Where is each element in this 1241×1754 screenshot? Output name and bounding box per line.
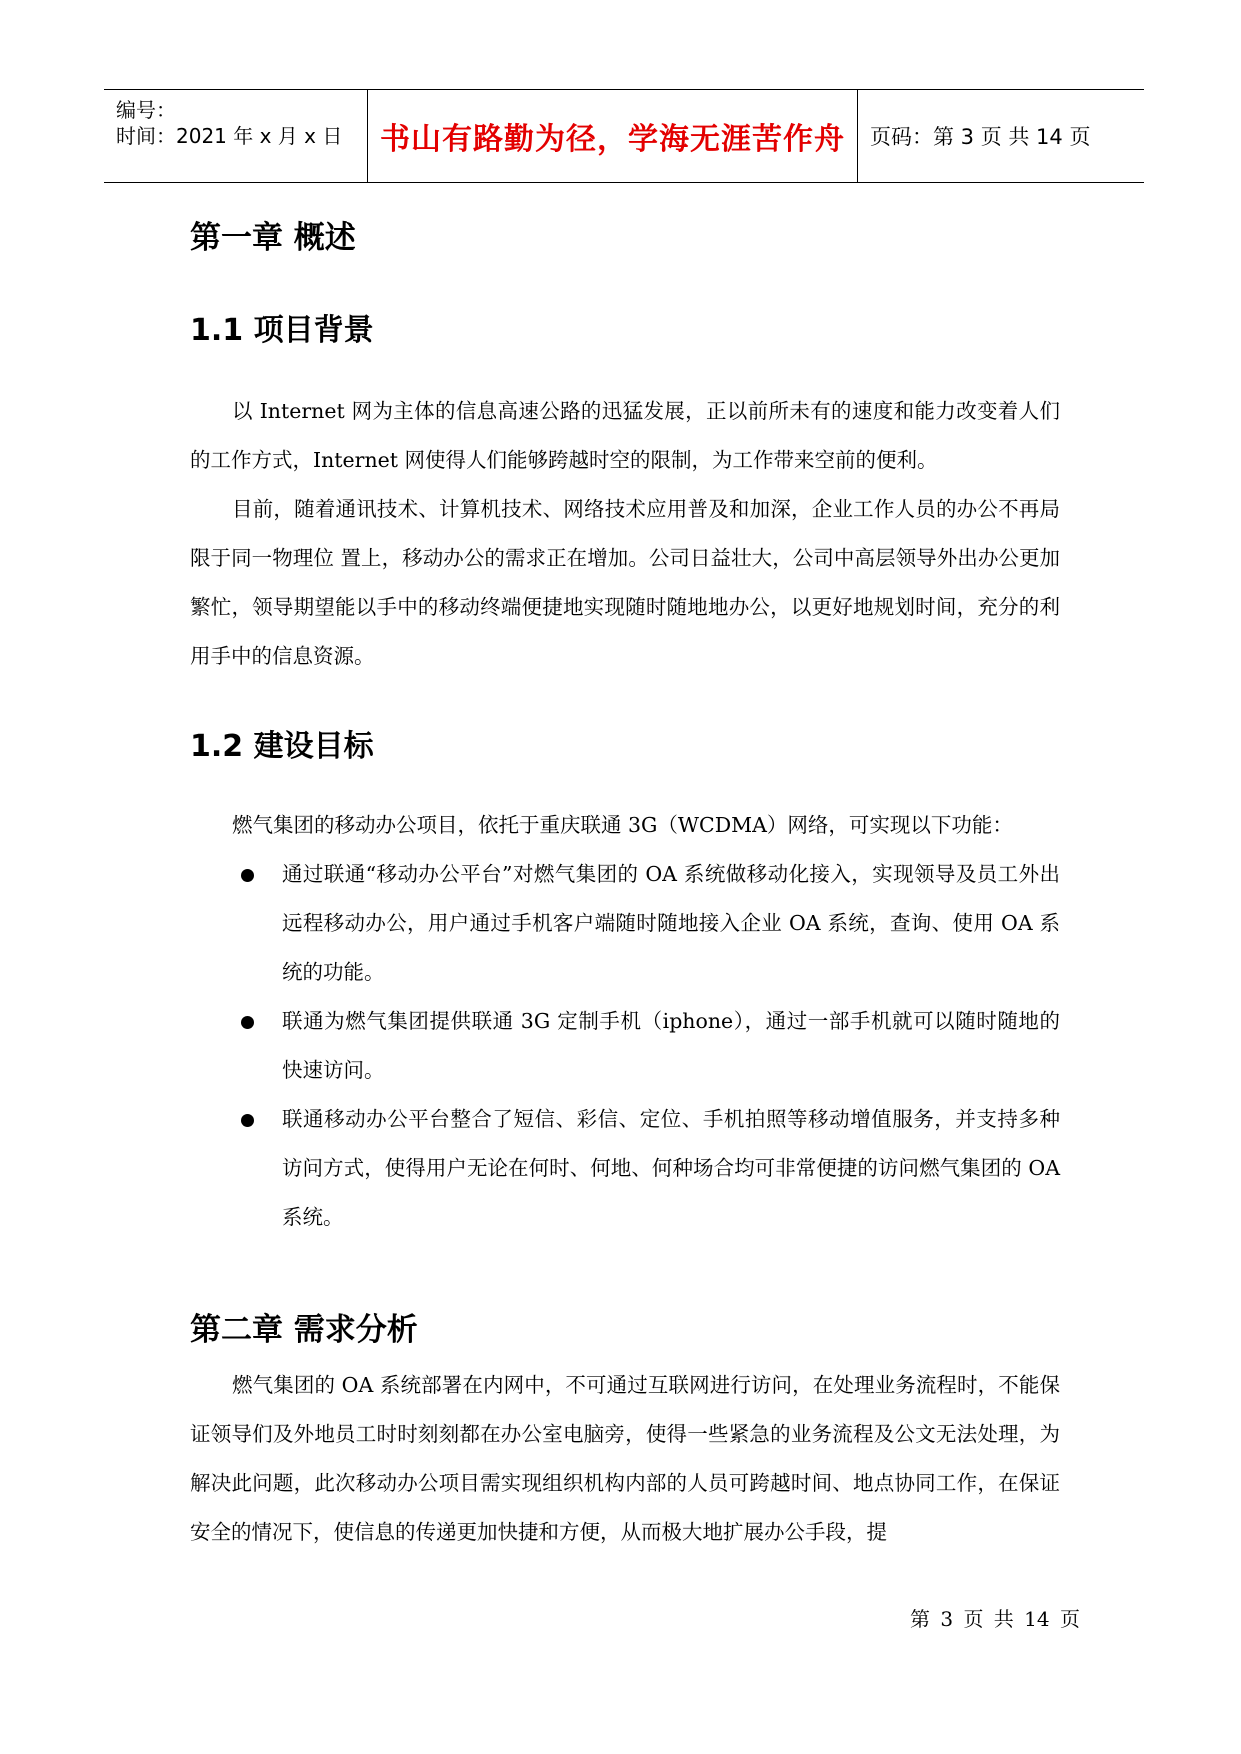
paragraph: 目前，随着通讯技术、计算机技术、网络技术应用普及和加深，企业工作人员的办公不再局限于同一物理位 置上，移动办公的需求正在增加。公司日益壮大，公司中高层领导外出办公更加繁忙，领导期望能以手中的移动终端便捷地实现随时随地地办公，以更好地规划时间，充分的利用手中的信息资源。 xyxy=(190,497,1060,668)
paragraph: 燃气集团的移动办公项目，依托于重庆联通 3G（WCDMA）网络，可实现以下功能： xyxy=(232,813,1013,837)
page-footer: 第 3 页 共 14 页 xyxy=(910,1607,1080,1631)
header-motto: 书山有路勤为径，学海无涯苦作舟 xyxy=(380,122,845,157)
feature-list xyxy=(190,850,1060,1242)
chapter-2-body xyxy=(190,1361,1060,1557)
list-item xyxy=(190,1095,1060,1242)
section-1-2-title: 1.2 建设目标 xyxy=(190,729,374,764)
section-1-1-body xyxy=(190,387,1060,681)
header-page-info: 页码：第 3 页 共 14 页 xyxy=(870,125,1091,149)
bullet-icon xyxy=(241,869,254,882)
section-1-2-body xyxy=(190,801,1060,1242)
document-time-label: 时间：2021 年 x 月 x 日 xyxy=(116,124,343,148)
list-item xyxy=(190,997,1060,1095)
paragraph: 以 Internet 网为主体的信息高速公路的迅猛发展，正以前所未有的速度和能力改变着人们的工作方式，Internet 网使得人们能够跨越时空的限制，为工作带来空前的便利。 xyxy=(190,399,1060,472)
bullet-icon xyxy=(241,1114,254,1127)
header-meta-cell xyxy=(104,90,368,182)
chapter-1-title: 第一章 概述 xyxy=(190,220,356,256)
list-item-text: 联通移动办公平台整合了短信、彩信、定位、手机拍照等移动增值服务，并支持多种访问方式，使得用户无论在何时、何地、何种场合均可非常便捷的访问燃气集团的 OA 系统。 xyxy=(282,1107,1060,1229)
chapter-2-title: 第二章 需求分析 xyxy=(190,1312,418,1348)
document-body xyxy=(190,212,1060,1557)
list-item-text: 通过联通“移动办公平台”对燃气集团的 OA 系统做移动化接入，实现领导及员工外出远程移动办公，用户通过手机客户端随时随地接入企业 OA 系统，查询、使用 OA 系统的功能。 xyxy=(282,862,1060,984)
section-1-1-title: 1.1 项目背景 xyxy=(190,313,374,348)
document-number-label: 编号： xyxy=(116,98,176,122)
document-header xyxy=(104,89,1144,183)
bullet-icon xyxy=(241,1016,254,1029)
header-motto-cell xyxy=(368,90,858,182)
list-item-text: 联通为燃气集团提供联通 3G 定制手机（iphone），通过一部手机就可以随时随地的快速访问。 xyxy=(282,1009,1060,1082)
paragraph: 燃气集团的 OA 系统部署在内网中，不可通过互联网进行访问，在处理业务流程时，不能保证领导们及外地员工时时刻刻都在办公室电脑旁，使得一些紧急的业务流程及公文无法处理，为解决此问题，此次移动办公项目需实现组织机构内部的人员可跨越时间、地点协同工作，在保证安全的情况下，使信息的传递更加快捷和方便，从而极大地扩展办公手段，提 xyxy=(190,1373,1060,1544)
list-item xyxy=(190,850,1060,997)
